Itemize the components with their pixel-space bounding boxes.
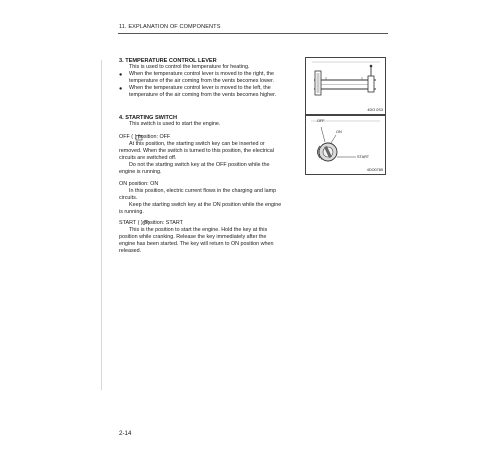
on-line-2: circuits.	[119, 195, 138, 201]
start-line-3: engine has been started. The key will return to ON position when	[119, 241, 274, 247]
header-rule	[118, 33, 388, 34]
temperature-lever-illustration	[306, 58, 385, 114]
section-3-bullet-1-line-2: temperature of the air coming from the vents becomes lower.	[129, 78, 275, 84]
start-line-2: position while cranking. Release the key immediately after the	[119, 234, 267, 240]
section-3-bullet-2-line-1: When the temperature control lever is moved to the left, the	[129, 85, 271, 91]
on-line-3: Keep the starting switch key at the ON position while the engine	[129, 202, 282, 208]
off-key-icon	[135, 134, 143, 141]
section-4-title: 4. STARTING SWITCH	[119, 115, 178, 121]
on-line-4: is running.	[119, 209, 144, 215]
on-position-heading: ON position: ON	[119, 181, 159, 187]
starting-switch-figure	[305, 115, 386, 175]
starting-switch-illustration	[306, 116, 385, 174]
figure-label-off: OFF	[317, 119, 325, 123]
bullet-1-marker: ●	[119, 72, 123, 78]
off-line-5: engine is running.	[119, 169, 162, 175]
off-line-4: Do not the starting switch key at the OFF position while the	[129, 162, 270, 168]
temperature-lever-figure	[305, 57, 386, 115]
switch-figure-code: 4DO0785	[366, 168, 383, 172]
section-4-intro: This switch is used to start the engine.	[129, 121, 221, 127]
start-line-4: released.	[119, 248, 142, 254]
on-line-1: In this position, electric current flows in the charging and lamp	[129, 188, 277, 194]
temperature-figure-code: 4DO 0S3	[367, 108, 383, 112]
section-3-intro: This is used to control the temperature for heating.	[129, 64, 250, 70]
off-line-2: removed. When the switch is turned to this position, the electrical	[119, 148, 274, 154]
bullet-2-marker: ●	[119, 86, 123, 92]
section-3-title: 3. TEMPERATURE CONTROL LEVER	[119, 58, 217, 64]
start-position-heading: START ( ) position: START	[119, 220, 183, 226]
margin-rule	[101, 60, 102, 390]
figure-label-start: START	[357, 155, 370, 159]
start-line-1: This is the position to start the engine. Hold the key at this	[129, 227, 268, 233]
off-line-1: At this position, the starting switch key can be inserted or	[129, 141, 265, 147]
section-3-bullet-2-line-2: temperature of the air coming from the vents becomes higher.	[129, 92, 277, 98]
off-line-3: circuits are switched off.	[119, 155, 177, 161]
start-key-icon	[142, 219, 150, 227]
section-3-bullet-1-line-1: When the temperature control lever is moved to the right, the	[129, 71, 275, 77]
figure-label-on: ON	[336, 130, 342, 134]
running-header: 11. EXPLANATION OF COMPONENTS	[119, 24, 221, 30]
page-number: 2-14	[119, 430, 132, 437]
off-position-heading-text: OFF ( ) position: OFF	[119, 134, 171, 140]
